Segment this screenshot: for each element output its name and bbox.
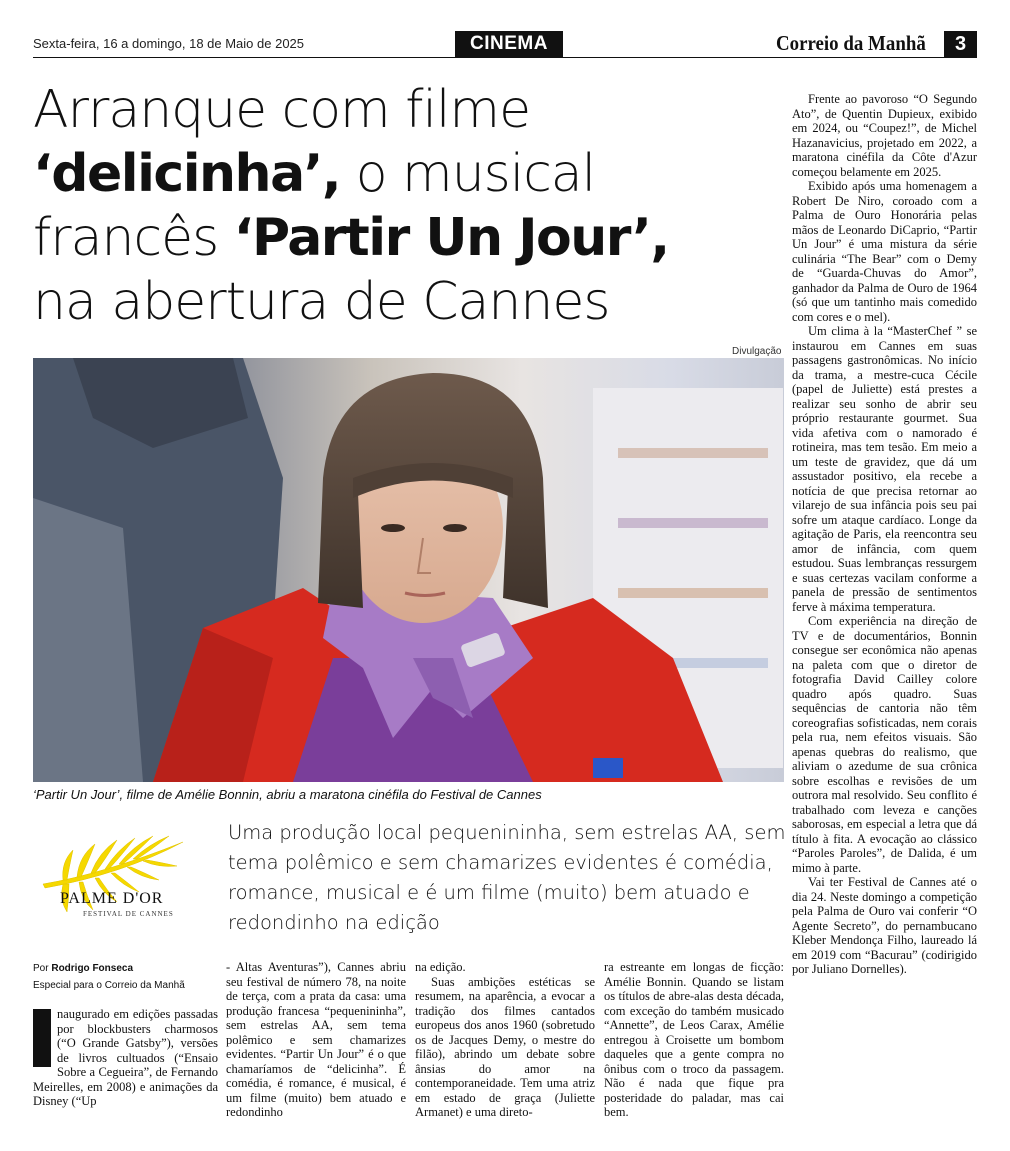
photo-caption: ‘Partir Un Jour’, filme de Amélie Bonnin, abriu a maratona cinéfila do Festival de Cannes — [33, 787, 542, 802]
photo-credit: Divulgação — [732, 346, 782, 357]
headline — [33, 78, 793, 334]
page-number: 3 — [944, 31, 977, 57]
headline-light-3: francês — [33, 208, 234, 268]
byline — [33, 960, 185, 994]
body-paragraph: Exibido após uma homenagem a Robert De Niro, coroado com a Palma de Ouro Honorária pelas mãos de Leonardo DiCaprio, “Partir Un Jour” é uma mistura da série culinária “The Bear” com o Demy de “Guarda-Chuvas do Amor”, ganhador da Palma de Ouro de 1964 (só que um tantinho mais comedido com cores e o mel). — [792, 179, 977, 324]
film-still-photo — [33, 358, 784, 782]
photo-illustration — [33, 358, 784, 782]
body-paragraph: Um clima à la “MasterChef ” se instaurou em Cannes em suas passagens gastronômicas. No início da trama, a mestre-cuca Cécile (papel de Juliette) está prestes a realizar seu sonho de abrir seu próprio restaurante gourmet. Sua vida afetiva com o namorado é rotineira, mas tem tesão. Em meio a um teste de gravidez, que dá um assustador positivo, ela recebe a notícia de que precisa retornar ao vilarejo de sua infância pois seu pai sofre um ataque cardíaco. Longe da agitação de Paris, ela reencontra seu amor de infância, com quem estudou. Suas lembranças ressurgem e suas certezas vacilam conforme a panela de pressão de sentimentos ferve à máxima temperatura. — [792, 324, 977, 614]
headline-line-1: Arranque com filme — [33, 80, 531, 140]
headline-line-4: na abertura de Cannes — [33, 272, 610, 332]
newspaper-name: Correio da Manhã — [776, 31, 926, 55]
body-paragraph: ra estreante em longas de ficção: Amélie Bonnin. Quando se listam os títulos de abre-alas desta década, com exceção do também musicado “Annette”, de Leos Carax, Amélie entregou à Croisette um bombom daqueles que a gente compra no ônibus com o troco da passagem. Não é nada que fique pra posteridade do paladar, mas cai bem. — [604, 960, 784, 1119]
body-paragraph: naugurado em edições passadas por blockbusters charmosos (“O Grande Gatsby”), versões de livros cultuados (“Ensaio Sobre a Cegueira”, de Fernando Meirelles, em 2008) e animações da Disney (“Up — [33, 1007, 218, 1108]
body-paragraph: Vai ter Festival de Cannes até o dia 24. Neste domingo a competição pela Palma de Ouro vai conferir “O Agente Secreto”, do pernambucano Kleber Mendonça Filho, laureado lá em 2019 com “Bacurau” (codirigido por Juliano Dornelles). — [792, 875, 977, 976]
headline-bold-1: ‘delicinha’, — [33, 144, 341, 204]
body-paragraph: Suas ambições estéticas se resumem, na aparência, a evocar a tradição dos filmes cantados europeus dos anos 1960 (sobretudo os de Jacques Demy, o mestre do filão), abrindo um debate sobre ânsias do amor na contemporaneidade. Tem uma atriz em estado de graça (Juliette Armanet) e uma direto- — [415, 974, 595, 1119]
body-column-2 — [226, 960, 406, 1120]
body-column-1 — [33, 1007, 218, 1109]
body-column-5 — [792, 92, 977, 977]
body-paragraph: na edição. — [415, 960, 466, 974]
headline-light-2: o musical — [340, 144, 596, 204]
edition-date: Sexta-feira, 16 a domingo, 18 de Maio de 2025 — [33, 36, 305, 51]
body-paragraph: - Altas Aventuras”), Cannes abriu seu festival de número 78, na noite de terça, com a prata da casa: uma produção francesa “pequenininha”, sem estrelas AA, sem tema polêmico e sem chamarizes evidentes. “Partir Un Jour” é o que chamaríamos de “delicinha”. É comédia, é romance, é musical, é um filme (muito) bem atuado e redondinho — [226, 960, 406, 1119]
body-paragraph: Com experiência na direção de TV e de documentários, Bonnin consegue ser econômica não apenas na paleta com que o diretor de fotografia David Cailley colore quadro após quadro. Suas sequências de cantoria não têm coreografias sofisticadas, nem corais pela rua, nem efeitos visuais. São apenas quebras do realismo, que aliviam o azedume de sua crônica sobre escolhas e revisões de um outrora mal resolvido. Seu conflito é trabalhado com leveza e canções saborosas, em especial a letra que dá título à fita. A evocação ao clássico “Paroles Paroles”, de Dalida, é um mimo à parte. — [792, 614, 977, 875]
section-label: CINEMA — [455, 31, 563, 57]
article-deck: Uma produção local pequenininha, sem estrelas AA, sem tema polêmico e sem chamarizes evidentes é comédia, romance, musical e é um filme (muito) bem atuado e redondinho na edição — [228, 821, 786, 934]
palme-dor-subtitle: FESTIVAL DE CANNES — [83, 910, 174, 918]
byline-author: Rodrigo Fonseca — [51, 963, 134, 974]
headline-bold-2: ‘Partir Un Jour’, — [233, 208, 669, 268]
byline-role: Especial para o Correio da Manhã — [33, 980, 185, 991]
drop-cap — [33, 1009, 51, 1067]
body-paragraph: Frente ao pavoroso “O Segundo Ato”, de Quentin Dupieux, exibido em 2024, ou “Coupez!”, de Michel Hazanavicius, projetado em 2022, a maratona cinéfila da Côte d'Azur começou belamente em 2025. — [792, 92, 977, 179]
byline-prefix: Por — [33, 963, 52, 974]
body-column-4 — [604, 960, 784, 1120]
palme-dor-title: PALME D'OR — [60, 890, 164, 907]
body-column-3 — [415, 960, 595, 1120]
header-rule — [33, 57, 977, 58]
